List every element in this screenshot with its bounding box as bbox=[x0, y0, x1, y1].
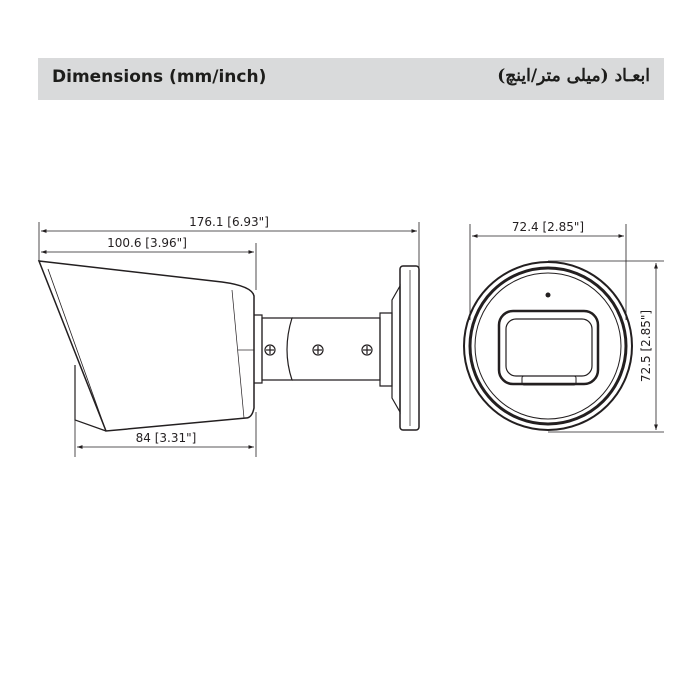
screw-3 bbox=[362, 345, 372, 355]
screw-2 bbox=[313, 345, 323, 355]
housing-seam bbox=[232, 290, 244, 418]
mount-base bbox=[400, 266, 419, 430]
dim-front-height: 72.5 [2.85"] bbox=[639, 309, 653, 383]
front-outer-ring bbox=[464, 262, 632, 430]
header-title-en: Dimensions (mm/inch) bbox=[52, 67, 267, 87]
lens-window-inner bbox=[506, 319, 592, 376]
front-view bbox=[464, 224, 664, 432]
sunshield-edge bbox=[48, 269, 106, 431]
bracket-flare bbox=[392, 286, 400, 412]
neck-joint bbox=[254, 315, 262, 383]
screw-1 bbox=[265, 345, 275, 355]
lens-window-outer bbox=[499, 311, 598, 384]
bracket-ball bbox=[262, 318, 292, 380]
dim-front-width: 72.4 [2.85"] bbox=[511, 220, 585, 234]
dim-bottom-length: 84 [3.31"] bbox=[135, 431, 197, 445]
front-sensor-dot bbox=[546, 293, 551, 298]
camera-housing bbox=[39, 261, 254, 431]
front-bezel bbox=[470, 268, 626, 424]
bracket-collar bbox=[380, 313, 392, 386]
dim-housing-length: 100.6 [3.96"] bbox=[107, 236, 187, 250]
side-view bbox=[39, 222, 419, 457]
dim-overall-length: 176.1 [6.93"] bbox=[189, 215, 269, 229]
header-title-fa: ابعـاد (میلی متر/اینچ) bbox=[497, 66, 650, 86]
